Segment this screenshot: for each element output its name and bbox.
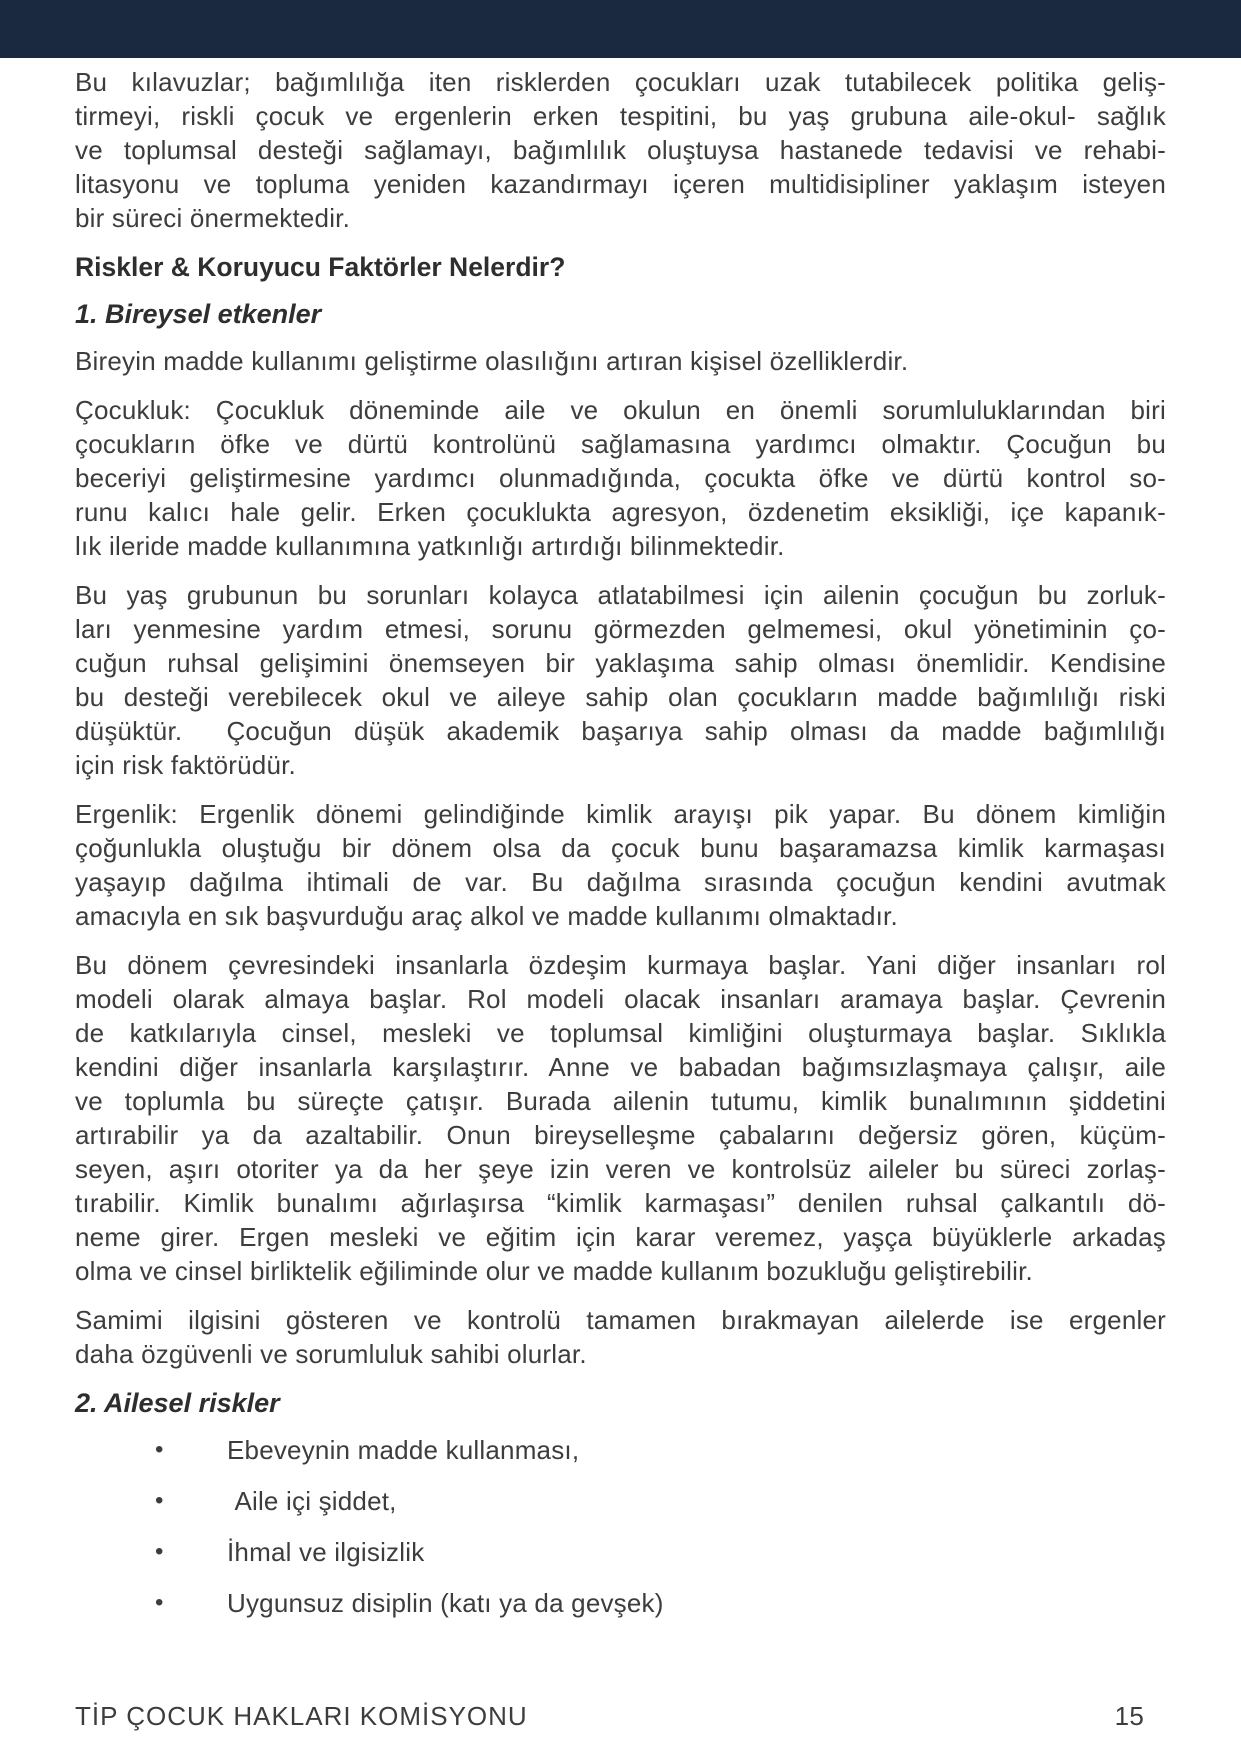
bullet-list: [75, 1433, 1166, 1620]
bullet-item: [75, 1535, 1166, 1569]
subsection-heading: 1. Bireysel etkenler: [75, 299, 322, 329]
paragraph-line: Ergenlik: Ergenlik dönemi gelindiğinde kimlik arayışı pik yapar. Bu dönem kimliğin: [75, 799, 1166, 829]
paragraph-line: Bu kılavuzlar; bağımlılığa iten risklerden çocukları uzak tutabilecek politika geliş-: [75, 67, 1166, 97]
paragraph-line: ve toplumla bu süreçte çatışır. Burada ailenin tutumu, kimlik bunalımının şiddetini: [75, 1086, 1166, 1116]
paragraph-line: cuğun ruhsal gelişimini önemseyen bir yaklaşıma sahip olması önemlidir. Kendisine: [75, 648, 1166, 678]
paragraph: [75, 393, 1166, 563]
bullet-item: [75, 1586, 1166, 1620]
paragraph: [75, 948, 1166, 1288]
paragraph-line: bu desteği verebilecek okul ve aileye sahip olan çocukların madde bağımlılığı riski: [75, 682, 1166, 712]
paragraph-line: de katkılarıyla cinsel, mesleki ve toplumsal kimliğini oluşturmaya başlar. Sıklıkla: [75, 1018, 1166, 1048]
bullet-item: [75, 1484, 1166, 1518]
page-content: [0, 58, 1241, 1620]
bullet-dot-icon: •: [155, 1538, 164, 1565]
bullet-dot-icon: •: [155, 1436, 164, 1463]
paragraph-line: Çocukluk: Çocukluk döneminde aile ve okulun en önemli sorumluluklarından biri: [75, 395, 1166, 425]
paragraph: [75, 1303, 1166, 1371]
section-heading: Riskler & Koruyucu Faktörler Nelerdir?: [75, 252, 566, 282]
paragraph-line: amacıyla en sık başvurduğu araç alkol ve madde kullanımı olmaktadır.: [75, 901, 898, 931]
page-footer: [0, 1700, 1241, 1732]
paragraph-line: çocukların öfke ve dürtü kontrolünü sağlamasına yardımcı olmaktır. Çocuğun bu: [75, 429, 1166, 459]
bullet-item-label: Uygunsuz disiplin (katı ya da gevşek): [227, 1588, 664, 1618]
bullet-item-label: Ebeveynin madde kullanması,: [227, 1435, 580, 1465]
header-bar: [0, 0, 1241, 58]
paragraph-line: ve toplumsal desteği sağlamayı, bağımlılık oluştuysa hastanede tedavisi ve rehabi-: [75, 135, 1166, 165]
bullet-dot-icon: •: [155, 1487, 164, 1514]
paragraph-line: runu kalıcı hale gelir. Erken çocuklukta agresyon, özdenetim eksikliği, içe kapanık-: [75, 497, 1166, 527]
paragraph-line: daha özgüvenli ve sorumluluk sahibi olurlar.: [75, 1339, 587, 1369]
paragraph-line: neme girer. Ergen mesleki ve eğitim için karar veremez, yaşça büyüklerle arkadaş: [75, 1222, 1166, 1252]
paragraph-line: lık ileride madde kullanımına yatkınlığı artırdığı bilinmektedir.: [75, 531, 785, 561]
paragraph-line: ları yenmesine yardım etmesi, sorunu görmezden gelmemesi, okul yönetiminin ço-: [75, 614, 1166, 644]
paragraph-line: seyen, aşırı otoriter ya da her şeye izin veren ve kontrolsüz aileler bu süreci zorlaş-: [75, 1154, 1166, 1184]
paragraph: [75, 578, 1166, 782]
paragraph-line: Samimi ilgisini gösteren ve kontrolü tamamen bırakmayan ailelerde ise ergenler: [75, 1305, 1166, 1335]
paragraph-line: bir süreci önermektedir.: [75, 203, 351, 233]
paragraph: [75, 65, 1166, 235]
paragraph-line: düşüktür. Çocuğun düşük akademik başarıya sahip olması da madde bağımlılığı: [75, 716, 1166, 746]
paragraph-line: için risk faktörüdür.: [75, 750, 296, 780]
paragraph-line: olma ve cinsel birliktelik eğiliminde olur ve madde kullanım bozukluğu geliştirebilir.: [75, 1256, 1033, 1286]
footer-title: TİP ÇOCUK HAKLARI KOMİSYONU: [75, 1701, 528, 1731]
paragraph-line: kendini diğer insanlarla karşılaştırır. Anne ve babadan bağımsızlaşmaya çalışır, aile: [75, 1052, 1166, 1082]
paragraph-line: Bireyin madde kullanımı geliştirme olasılığını artıran kişisel özelliklerdir.: [75, 346, 909, 376]
paragraph-line: Bu yaş grubunun bu sorunları kolayca atlatabilmesi için ailenin çocuğun bu zorluk-: [75, 580, 1166, 610]
page-number: 15: [1114, 1701, 1144, 1731]
paragraph: [75, 797, 1166, 933]
paragraph: [75, 344, 1166, 378]
paragraph-line: tirmeyi, riskli çocuk ve ergenlerin erken tespitini, bu yaş grubuna aile-okul- sağlık: [75, 101, 1166, 131]
paragraph-line: tırabilir. Kimlik bunalımı ağırlaşırsa “kimlik karmaşası” denilen ruhsal çalkantılı dö-: [75, 1188, 1166, 1218]
paragraph-line: litasyonu ve topluma yeniden kazandırmayı içeren multidisipliner yaklaşım isteyen: [75, 169, 1166, 199]
bullet-item: [75, 1433, 1166, 1467]
bullet-dot-icon: •: [155, 1589, 164, 1616]
bullet-item-label: İhmal ve ilgisizlik: [227, 1537, 425, 1567]
paragraph-line: Bu dönem çevresindeki insanlarla özdeşim kurmaya başlar. Yani diğer insanları rol: [75, 950, 1166, 980]
paragraph-line: çoğunlukla oluştuğu bir dönem olsa da çocuk bunu başaramazsa kimlik karmaşası: [75, 833, 1166, 863]
paragraph-line: yaşayıp dağılma ihtimali de var. Bu dağılma sırasında çocuğun kendini avutmak: [75, 867, 1166, 897]
paragraph-line: beceriyi geliştirmesine yardımcı olunmadığında, çocukta öfke ve dürtü kontrol so-: [75, 463, 1166, 493]
paragraph-line: modeli olarak almaya başlar. Rol modeli olacak insanları aramaya başlar. Çevrenin: [75, 984, 1166, 1014]
subsection-heading: 2. Ailesel riskler: [75, 1388, 280, 1418]
paragraph-line: artırabilir ya da azaltabilir. Onun bireyselleşme çabalarını değersiz gören, küçüm-: [75, 1120, 1166, 1150]
bullet-item-label: Aile içi şiddet,: [227, 1486, 397, 1516]
